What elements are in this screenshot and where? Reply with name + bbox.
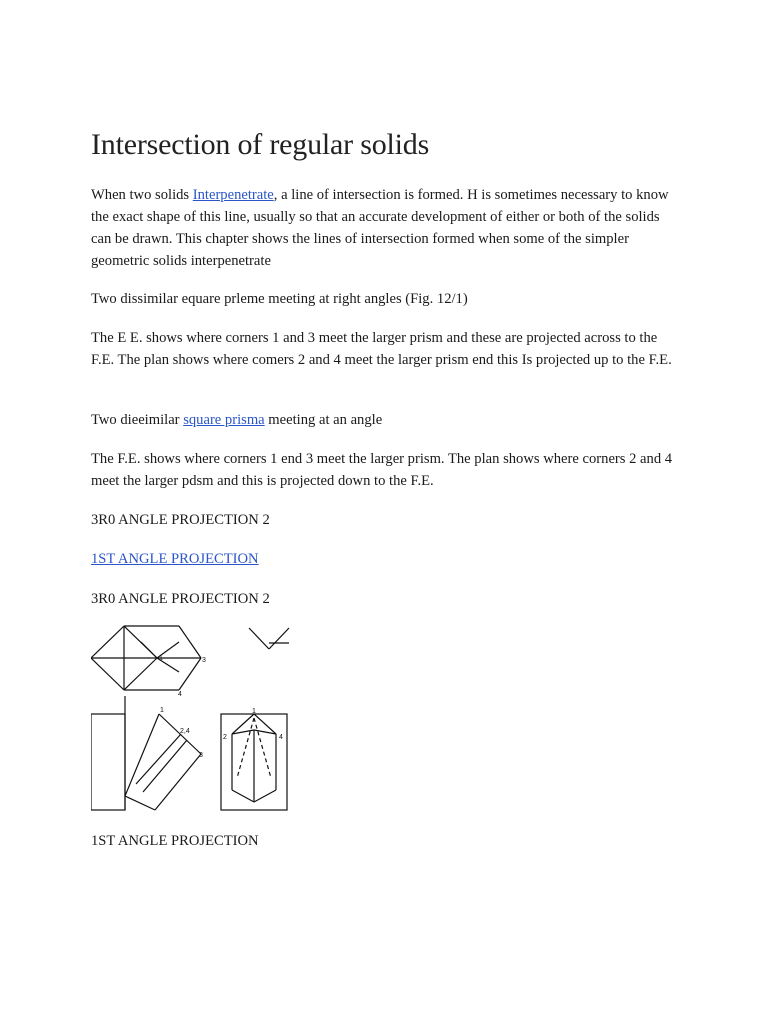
plan-label-1: 1 <box>159 655 163 662</box>
end-elevation <box>221 714 287 810</box>
plan-label-3: 3 <box>202 657 206 664</box>
intersection-figure <box>91 622 291 814</box>
interpenetrate-link[interactable]: Interpenetrate <box>192 187 274 203</box>
ee-label-1: 1 <box>252 708 256 715</box>
projection-label-2: 3R0 ANGLE PROJECTION 2 <box>91 591 270 607</box>
section-heading-right-angles: Two dissimilar equare prleme meeting at right angles (Fig. 12/1) <box>91 291 468 307</box>
plan-label-4: 4 <box>178 691 182 698</box>
ee-label-2: 2 <box>223 734 227 741</box>
small-view <box>249 628 289 649</box>
page-title: Intersection of regular solids <box>91 128 430 161</box>
intro-paragraph: When two solids Interpenetrate, a line of intersection is formed. H is sometimes necessary to know the exact shape of this line, usually so that an accurate development of either or both of the solids can be drawn. This chapter shows the lines of intersection formed when some of the simpler geometric solids interpenetrate <box>91 187 669 269</box>
square-prisma-link[interactable]: square prisma <box>183 412 265 428</box>
projection-link-paragraph <box>91 548 683 570</box>
paragraph-angle: The F.E. shows where corners 1 end 3 meet the larger prism. The plan shows where corners 2 and 4 meet the larger pdsm and this is projected down to the F.E. <box>91 451 673 489</box>
fe-label-24: 2,4 <box>180 728 190 735</box>
front-elevation <box>91 696 201 810</box>
paragraph-right-angles: The E E. shows where corners 1 and 3 meet the larger prism and these are projected across to the F.E. The plan shows where comers 2 and 4 meet the larger prism end this Is projected up to the F.E. <box>91 330 672 368</box>
figure-caption: 1ST ANGLE PROJECTION <box>91 833 259 849</box>
first-angle-projection-link[interactable]: 1ST ANGLE PROJECTION <box>91 551 259 567</box>
ee-label-4: 4 <box>279 734 283 741</box>
projection-label-1: 3R0 ANGLE PROJECTION 2 <box>91 512 270 528</box>
section-heading-angle: Two dieeimilar square prisma meeting at an angle <box>91 412 383 428</box>
fe-label-1: 1 <box>160 707 164 714</box>
plan-view <box>91 626 201 690</box>
fe-label-3: 3 <box>199 752 203 759</box>
